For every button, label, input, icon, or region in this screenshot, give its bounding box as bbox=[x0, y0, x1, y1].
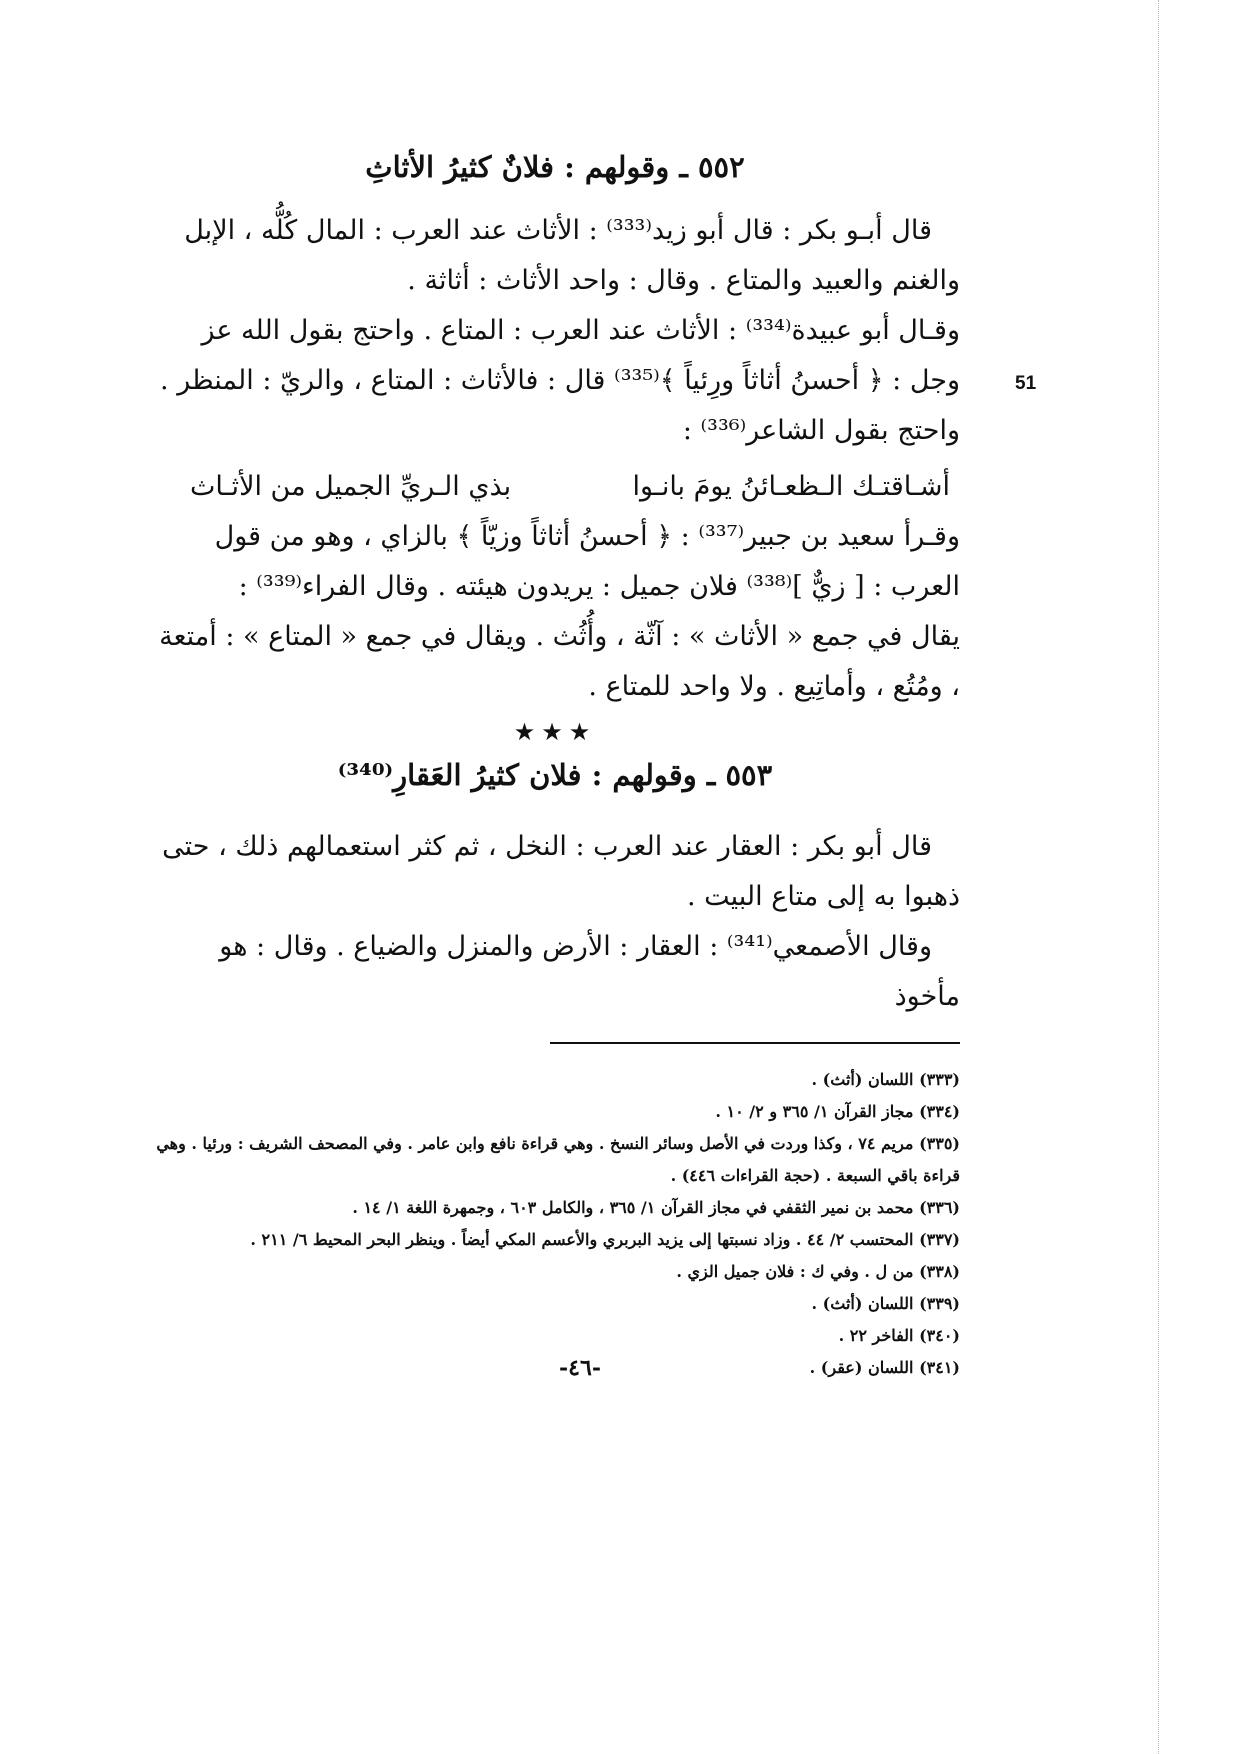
footnote-338: (٣٣٨) من ل . وفي ك : فلان جميل الزي . bbox=[676, 1262, 960, 1281]
section-heading-552: ٥٥٢ ـ وقولهم : فلانٌ كثيرُ الأثاثِ bbox=[365, 150, 745, 184]
verse-second-hemistich: بذي الـريِّ الجميل من الأثـاث bbox=[190, 471, 512, 502]
section-heading-553: ٥٥٣ ـ وقولهم : فلان كثيرُ العَقارِ⁽³⁴⁰⁾ bbox=[337, 758, 773, 792]
footnote-335: (٣٣٥) مريم ٧٤ ، وكذا وردت في الأصل وسائر النسخ . وهي قراءة نافع وابن عامر . وفي المصحف الشريف : ورئيا . وهي قراءة باقي السبعة . (حجة القراءات ٤٤٦) . bbox=[156, 1134, 960, 1185]
page-number: -٤٦- bbox=[559, 1355, 601, 1381]
paragraph-552-2: وقـال أبو عبيدة⁽³³⁴⁾ : الأثاث عند العرب : المتاع . واحتج بقول الله عز وجل : ﴿ أحسنُ أثاثاً ورِئياً ﴾⁽³³⁵⁾ قال : فالأثاث : المتاع ، والريّ : المنظر . واحتج بقول الشاعر⁽³³⁶⁾ : bbox=[160, 315, 960, 446]
paragraph-552-1: قال أبـو بكر : قال أبو زيد⁽³³³⁾ : الأثاث عند العرب : المال كُلُّه ، الإبل والغنم والعبيد والمتاع . وقال : واحد الأثاث : أثاثة . bbox=[184, 215, 960, 296]
footnotes bbox=[150, 1064, 960, 1384]
paragraph-552-3: وقـرأ سعيد بن جبير⁽³³⁷⁾ : ﴿ أحسنُ أثاثاً وزيّاً ﴾ بالزاي ، وهو من قول العرب : [ زيٌّ ]⁽³³⁸⁾ فلان جميل : يريدون هيئته . وقال الفراء⁽³³⁹⁾ : bbox=[214, 521, 960, 602]
page-edge-line bbox=[1158, 0, 1159, 1754]
paragraph-553-1: قال أبو بكر : العقار عند العرب : النخل ، ثم كثر استعمالهم ذلك ، حتى ذهبوا به إلى متاع البيت . bbox=[162, 831, 960, 912]
footnote-333: (٣٣٣) اللسان (أثث) . bbox=[811, 1070, 960, 1089]
margin-page-number: 51 bbox=[1015, 373, 1037, 394]
footnote-334: (٣٣٤) مجاز القرآن ١/ ٣٦٥ و ٢/ ١٠ . bbox=[715, 1102, 960, 1121]
verse-first-hemistich: أشـاقتـك الـظعـائنُ يومَ بانـوا bbox=[632, 471, 950, 502]
footnote-341: (٣٤١) اللسان (عقر) . bbox=[809, 1358, 960, 1377]
footnote-337: (٣٣٧) المحتسب ٢/ ٤٤ . وزاد نسبتها إلى يزيد البربري والأعسم المكي أيضاً . وينظر البحر المحيط ٦/ ٢١١ . bbox=[250, 1230, 960, 1249]
paragraph-553-2: وقال الأصمعي⁽³⁴¹⁾ : العقار : الأرض والمنزل والضياع . وقال : هو مأخوذ bbox=[219, 931, 960, 1012]
footnote-339: (٣٣٩) اللسان (أثث) . bbox=[811, 1294, 960, 1313]
footnote-divider bbox=[550, 1042, 960, 1044]
footnote-340: (٣٤٠) الفاخر ٢٢ . bbox=[838, 1326, 960, 1345]
poetry-verse bbox=[150, 462, 960, 512]
section-separator-stars: ★★★ bbox=[513, 718, 597, 746]
document-page bbox=[150, 150, 960, 1384]
footnote-336: (٣٣٦) محمد بن نمير الثقفي في مجاز القرآن ١/ ٣٦٥ ، والكامل ٦٠٣ ، وجمهرة اللغة ١/ ١٤ . bbox=[352, 1198, 960, 1217]
paragraph-552-4: يقال في جمع « الأثاث » : آثّة ، وأُثُث . ويقال في جمع « المتاع » : أمتعة ، ومُتُع ، وأماتِيع . ولا واحد للمتاع . bbox=[159, 621, 960, 702]
